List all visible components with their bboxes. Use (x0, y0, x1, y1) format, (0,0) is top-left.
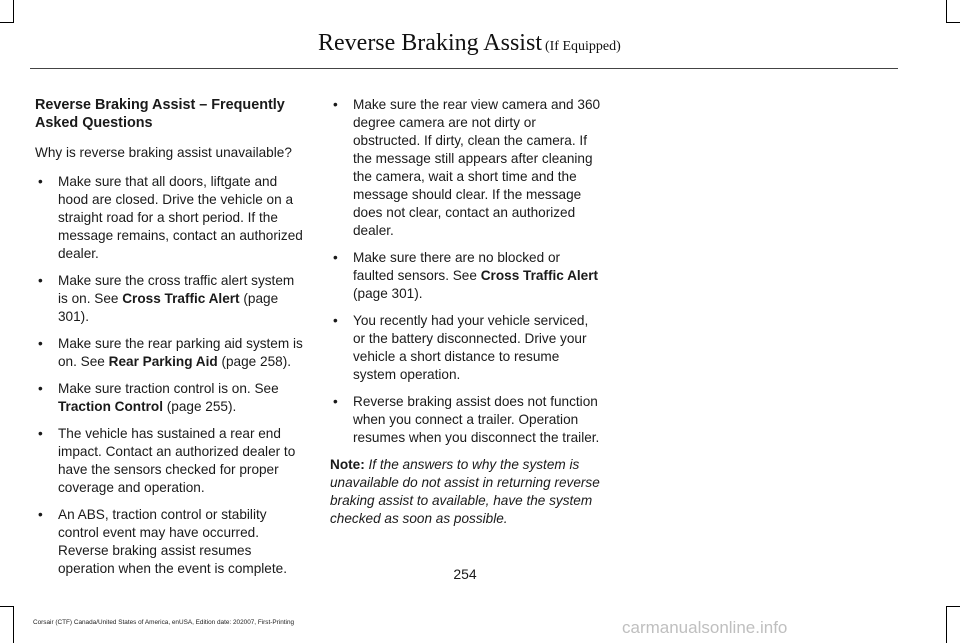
bullet-text: Reverse braking assist does not function when you connect a trailer. Operation resumes when you disconnect the trailer. (353, 394, 600, 445)
cross-reference-link[interactable]: Traction Control (58, 399, 163, 414)
list-item (330, 249, 602, 303)
bullet-text: Make sure there are no blocked or faulted sensors. See (353, 250, 561, 283)
crop-mark-top-right-h (946, 22, 960, 23)
bullet-text: Make sure the cross traffic alert system is on. See (58, 273, 295, 306)
page-reference: (page 255). (162, 399, 237, 414)
header-divider (30, 68, 898, 69)
crop-mark-bottom-right-h (946, 606, 960, 607)
right-column (330, 96, 602, 539)
crop-mark-bottom-right-v (946, 606, 947, 643)
left-bullet-list (35, 173, 307, 578)
bullet-text: Make sure the rear view camera and 360 degree camera are not dirty or obstructed. If dirty, clean the camera. If the message still appears after cleaning the camera, wait a short time and the message should clear. If the message does not clear, contact an authorized dealer. (353, 97, 601, 238)
list-item (35, 425, 307, 497)
cross-reference-link[interactable]: Cross Traffic Alert (480, 268, 599, 283)
page-title: Reverse Braking Assist (318, 30, 542, 56)
bullet-text: An ABS, traction control or stability control event may have occurred. Reverse braking assist resumes operation when the event is complete. (58, 507, 287, 576)
right-bullet-list (330, 96, 602, 447)
bullet-text: Make sure traction control is on. See (58, 381, 279, 396)
bullet-text: The vehicle has sustained a rear end impact. Contact an authorized dealer to have the sensors checked for proper coverage and operation. (58, 426, 296, 495)
page-reference: (page 258). (217, 354, 291, 369)
section-heading: Reverse Braking Assist – Frequently Asked Questions (35, 97, 285, 131)
watermark: carmanualsonline.info (622, 618, 788, 637)
crop-mark-top-right-v (946, 0, 947, 22)
page-reference: (page 301). (58, 291, 279, 324)
faq-question: Why is reverse braking assist unavailable? (35, 145, 292, 160)
page-subtitle: (If Equipped) (544, 39, 621, 54)
crop-mark-bottom-left-h (0, 606, 14, 607)
note (330, 456, 602, 528)
page-number: 254 (453, 566, 477, 582)
list-item (35, 173, 307, 263)
crop-mark-top-left-h (0, 22, 14, 23)
crop-mark-bottom-left-v (13, 606, 14, 643)
note-text: If the answers to why the system is unavailable do not assist in returning reverse braking assist to available, have the system checked as soon as possible. (330, 457, 600, 526)
bullet-text: Make sure the rear parking aid system is on. See (58, 336, 303, 369)
list-item (35, 506, 307, 578)
left-column (35, 96, 307, 587)
list-item (330, 312, 602, 384)
cross-reference-link[interactable]: Rear Parking Aid (108, 354, 218, 369)
list-item (330, 96, 602, 240)
footer-edition-info: Corsair (CTF) Canada/United States of America, enUSA, Edition date: 202007, First-Printing (33, 619, 295, 626)
list-item (35, 272, 307, 326)
list-item (330, 393, 602, 447)
bullet-text: You recently had your vehicle serviced, or the battery disconnected. Drive your vehicle a short distance to resume system operation. (353, 313, 589, 382)
page-reference: (page 301). (353, 286, 423, 301)
note-label: Note: (330, 457, 365, 472)
cross-reference-link[interactable]: Cross Traffic Alert (122, 291, 240, 306)
crop-mark-top-left-v (13, 0, 14, 22)
list-item (35, 335, 307, 371)
list-item (35, 380, 307, 416)
page-header (318, 30, 658, 57)
bullet-text: Make sure that all doors, liftgate and hood are closed. Drive the vehicle on a straight road for a short period. If the message remains, contact an authorized dealer. (58, 174, 303, 261)
